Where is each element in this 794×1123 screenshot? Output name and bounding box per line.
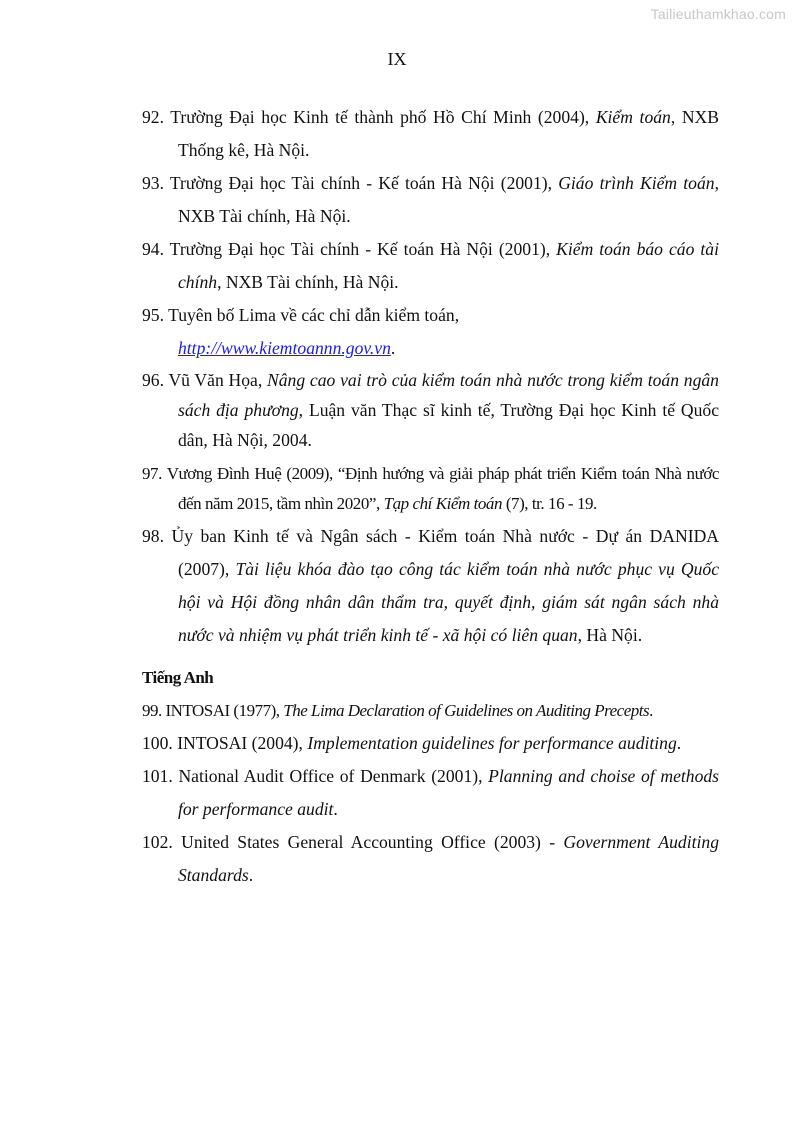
page-number: IX (387, 49, 407, 69)
reference-prefix: 99. INTOSAI (1977), (142, 701, 284, 720)
reference-title: Government Auditing Standards (178, 832, 719, 885)
reference-title: The Lima Declaration of Guidelines on Auditing Precepts (283, 701, 650, 720)
reference-item-99 (142, 694, 719, 727)
reference-item-95 (142, 299, 719, 365)
reference-item-100 (142, 727, 719, 760)
reference-suffix: (7), tr. 16 - 19. (502, 493, 597, 513)
reference-item-93 (142, 167, 719, 233)
reference-prefix: 92. Trường Đại học Kinh tế thành phố Hồ Chí Minh (2004), (142, 107, 596, 127)
reference-suffix: . (649, 701, 653, 720)
reference-suffix: , Luận văn Thạc sĩ kinh tế, Trường Đại học Kinh tế Quốc dân, Hà Nội, 2004. (178, 400, 720, 450)
reference-prefix: 100. INTOSAI (2004), (142, 733, 308, 753)
reference-prefix: 95. Tuyên bố Lima về các chỉ dẫn kiểm toán, (142, 305, 460, 325)
reference-prefix: 96. Vũ Văn Họa, (142, 370, 268, 390)
reference-prefix: 98. Ủy ban Kinh tế và Ngân sách - Kiểm toán Nhà nước - Dự án DANIDA (2007), (142, 526, 719, 579)
watermark: Tailieuthamkhao.com (650, 6, 786, 22)
reference-suffix: , Hà Nội. (577, 625, 643, 645)
reference-title: Nâng cao vai trò của kiểm toán nhà nước trong kiểm toán ngân sách địa phương (178, 370, 719, 420)
reference-title: Kiểm toán báo cáo tài chính (178, 239, 719, 292)
reference-suffix: , NXB Tài chính, Hà Nội. (178, 173, 719, 226)
reference-title: Tài liệu khóa đào tạo công tác kiểm toán nhà nước phục vụ Quốc hội và Hội đồng nhân dân thẩm tra, quyết định, giám sát ngân sách nhà nước và nhiệm vụ phát triển kinh tế - xã hội có liên quan (178, 559, 720, 645)
reference-prefix: 93. Trường Đại học Tài chính - Kế toán Hà Nội (2001), (142, 173, 559, 193)
reference-prefix: 102. United States General Accounting Office (2003) - (142, 832, 564, 852)
reference-item-96 (142, 365, 719, 455)
reference-item-94 (142, 233, 719, 299)
reference-prefix: 101. National Audit Office of Denmark (2001), (142, 766, 489, 786)
reference-suffix: , NXB Tài chính, Hà Nội. (217, 272, 399, 292)
reference-title: Kiểm toán (595, 107, 671, 127)
section-heading-english: Tiếng Anh (142, 668, 214, 687)
reference-item-101 (142, 760, 719, 826)
reference-prefix: 94. Trường Đại học Tài chính - Kế toán Hà Nội (2001), (142, 239, 557, 259)
reference-item-97 (142, 459, 719, 518)
reference-list (142, 101, 719, 892)
reference-suffix: , NXB Thống kê, Hà Nội. (178, 107, 719, 160)
reference-suffix: . (248, 865, 254, 885)
reference-suffix: . (333, 799, 338, 819)
reference-prefix: 97. Vương Đình Huệ (2009), “Định hướng và giải pháp phát triển Kiểm toán Nhà nước đến năm 2015, tầm nhìn 2020”, (142, 464, 719, 513)
reference-item-98 (142, 520, 719, 652)
reference-title: Implementation guidelines for performance auditing (307, 733, 677, 753)
reference-title: Tạp chí Kiểm toán (383, 493, 503, 513)
reference-title: Planning and choise of methods for performance audit (178, 766, 720, 819)
reference-suffix: . (390, 338, 396, 358)
reference-item-92 (142, 101, 719, 167)
reference-link[interactable]: http://www.kiemtoannn.gov.vn (178, 338, 391, 358)
reference-suffix: . (676, 733, 682, 753)
reference-title: Giáo trình Kiểm toán (558, 173, 715, 193)
reference-item-102 (142, 826, 719, 892)
